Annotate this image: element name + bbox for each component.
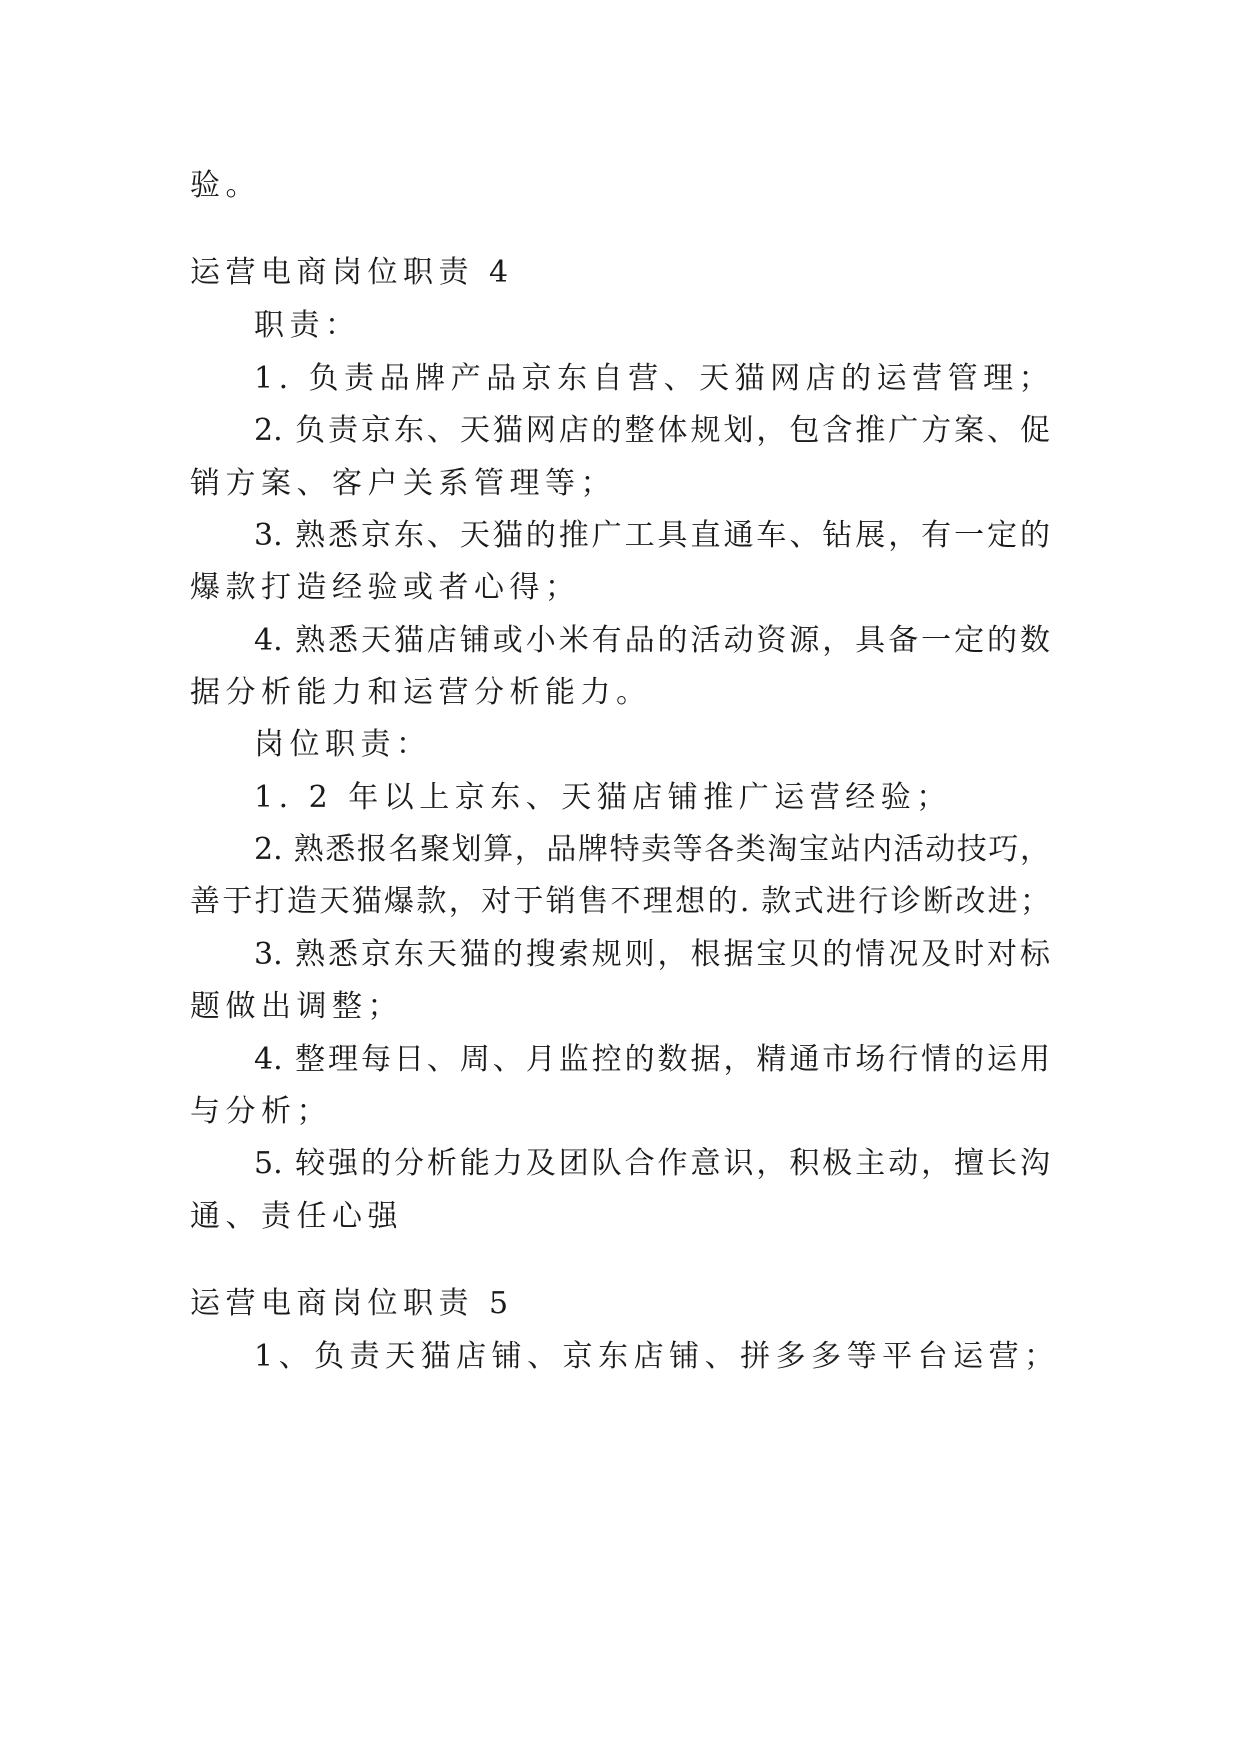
duty-item-4: 4. 熟悉天猫店铺或小米有品的活动资源，具备一定的数 bbox=[254, 623, 1050, 658]
duty-item-3: 3. 熟悉京东、天猫的推广工具直通车、钻展，有一定的 bbox=[254, 518, 1050, 553]
duty-item-3-cont: 爆款打造经验或者心得； bbox=[190, 570, 581, 605]
job-item-5-cont: 通、责任心强 bbox=[190, 1199, 403, 1234]
job-item-2: 2. 熟悉报名聚划算，品牌特卖等各类淘宝站内活动技巧， bbox=[254, 832, 1050, 867]
duty-item-4-cont: 据分析能力和运营分析能力。 bbox=[190, 675, 652, 710]
job-item-3-cont: 题做出调整； bbox=[190, 989, 403, 1024]
duty-item-1: 1. 负责品牌产品京东自营、天猫网店的运营管理； bbox=[254, 361, 1055, 396]
section-heading-5: 运营电商岗位职责 5 bbox=[190, 1286, 514, 1321]
job-item-2-cont: 善于打造天猫爆款，对于销售不理想的. 款式进行诊断改进； bbox=[190, 884, 1050, 919]
duty-item-2-cont: 销方案、客户关系管理等； bbox=[190, 466, 616, 501]
subheading-job-duties: 岗位职责： bbox=[254, 727, 432, 762]
subheading-duties: 职责： bbox=[254, 308, 361, 343]
section-5-item-1: 1、负责天猫店铺、京东店铺、拼多多等平台运营； bbox=[254, 1339, 1060, 1374]
text-line-continuation: 验。 bbox=[190, 168, 261, 203]
section-heading-4: 运营电商岗位职责 4 bbox=[190, 255, 514, 290]
job-item-1: 1. 2 年以上京东、天猫店铺推广运营经验； bbox=[254, 780, 952, 815]
job-item-4-cont: 与分析； bbox=[190, 1094, 332, 1129]
job-item-3: 3. 熟悉京东天猫的搜索规则，根据宝贝的情况及时对标 bbox=[254, 937, 1050, 972]
duty-item-2: 2. 负责京东、天猫网店的整体规划，包含推广方案、促 bbox=[254, 413, 1050, 448]
job-item-5: 5. 较强的分析能力及团队合作意识，积极主动，擅长沟 bbox=[254, 1146, 1050, 1181]
job-item-4: 4. 整理每日、周、月监控的数据，精通市场行情的运用 bbox=[254, 1042, 1050, 1077]
